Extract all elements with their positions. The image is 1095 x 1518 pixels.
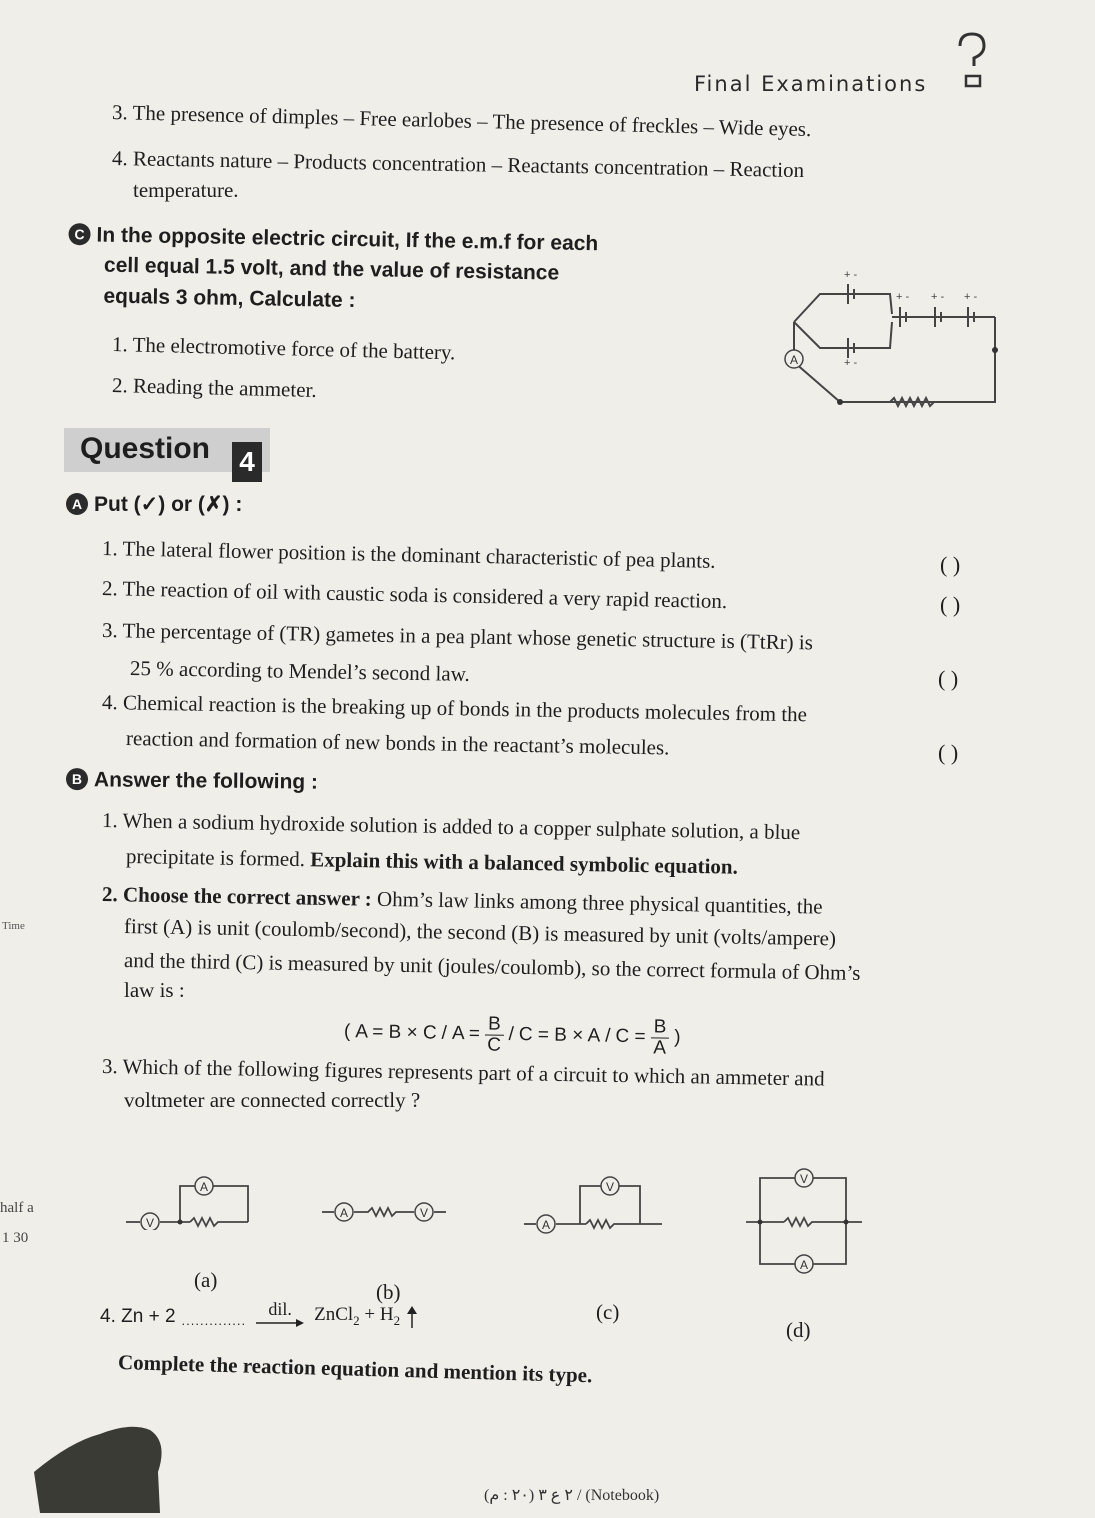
formula-open: ( [343, 1021, 351, 1043]
section-a-item-3-line2: 25 % according to Mendel’s second law. [129, 656, 470, 686]
formula-close: ) [674, 1027, 681, 1049]
question-4-instruction: Complete the reaction equation and mention its type. [117, 1350, 593, 1388]
section-b-q2-line3: and the third (C) is measured by unit (joules/coulomb), so the correct formula of Ohm’s [123, 948, 861, 985]
formula-option-2-fraction [485, 1014, 504, 1055]
formula-option-4-den: A [653, 1037, 667, 1059]
equation-arrow [256, 1300, 304, 1328]
figure-d-circuit [744, 1160, 869, 1285]
question-mark-icon [952, 30, 992, 95]
section-b-q3-line1: 3. Which of the following figures represents part of a circuit to which an ammeter and [101, 1054, 825, 1091]
ohm-formula-options [344, 1012, 681, 1059]
section-a-item-2: 2. The reaction of oil with caustic soda is considered a very rapid reaction. [101, 576, 728, 614]
section-a-item-1: 1. The lateral flower position is the dominant characteristic of pea plants. [101, 536, 716, 573]
equation-blank[interactable]: .............. [181, 1313, 247, 1328]
item-3-text: 3. The presence of dimples – Free earlobes – The presence of freckles – Wide eyes. [111, 100, 812, 142]
section-b-q2-line1 [102, 882, 823, 920]
figure-a-label: (a) [194, 1268, 218, 1292]
section-c-line2: cell equal 1.5 volt, and the value of resistance [103, 254, 560, 286]
gas-up-arrow-icon [406, 1306, 418, 1328]
margin-note-half: half a [0, 1200, 34, 1216]
section-b-q2-rest: Ohm’s law links among three physical quantities, the [376, 886, 823, 919]
formula-option-4-left: C = [615, 1026, 646, 1048]
decorative-leaf-shape [30, 1412, 180, 1518]
question-4-label: Question [80, 432, 211, 465]
answer-box-2[interactable]: ( ) [940, 592, 961, 617]
figure-d-voltmeter-label: V [799, 1172, 809, 1186]
answer-box-4[interactable]: ( ) [938, 740, 959, 765]
section-b-q1-plain: precipitate is formed. [125, 844, 311, 872]
figure-b-voltmeter-label: V [419, 1206, 429, 1220]
cell-sign-2: + - [844, 357, 858, 369]
page-header-title: Final Examinations [694, 72, 928, 96]
margin-note-time: Time [2, 920, 25, 932]
formula-option-2-den: C [487, 1034, 502, 1056]
section-b-q3-line2: voltmeter are connected correctly ? [124, 1088, 421, 1112]
margin-note-time-value: 1 30 [2, 1230, 29, 1246]
section-b-q2-line4: law is : [124, 978, 185, 1002]
section-b-title: Answer the following : [93, 768, 319, 794]
equation-condition: dil. [268, 1299, 292, 1319]
section-a-item-3-line1: 3. The percentage of (TR) gametes in a pea plant whose genetic structure is (TtRr) is [101, 618, 814, 655]
cell-sign-1: + - [844, 269, 858, 281]
formula-option-4-num: B [651, 1017, 670, 1038]
answer-box-3[interactable]: ( ) [938, 666, 959, 691]
formula-option-1: A = B × C [355, 1021, 437, 1045]
section-b-heading [66, 768, 318, 795]
answer-box-1[interactable]: ( ) [940, 552, 961, 577]
figure-d-label: (d) [786, 1318, 811, 1342]
question-4-heading [64, 428, 270, 477]
section-c-prompt [67, 220, 598, 321]
figure-c-label: (c) [596, 1300, 620, 1324]
formula-option-2-num: B [485, 1014, 504, 1035]
section-b-q1-bold: Explain this with a balanced symbolic equation. [310, 847, 739, 879]
zinc-reaction-equation [100, 1300, 418, 1328]
question-4-number: 4 [232, 442, 262, 482]
equation-product-subscript: 2 [353, 1312, 360, 1328]
figure-c-voltmeter-label: V [605, 1180, 615, 1194]
section-b-q1-line2 [126, 844, 738, 880]
equation-prefix: 4. Zn + 2 [100, 1306, 176, 1327]
section-c-marker: C [68, 223, 90, 245]
ammeter-label: A [789, 353, 799, 367]
item-4-text-line2: temperature. [133, 178, 239, 202]
section-c-line3: equals 3 ohm, Calculate : [103, 284, 356, 312]
reaction-arrow-icon [256, 1318, 304, 1328]
figure-a-circuit [120, 1150, 260, 1235]
section-c-question-2: 2. Reading the ammeter. [111, 373, 317, 402]
figure-a-ammeter-label: A [199, 1180, 209, 1194]
figure-c-ammeter-label: A [541, 1218, 551, 1232]
formula-sep-3: / [605, 1025, 611, 1048]
section-a-heading [66, 492, 242, 517]
formula-option-3: C = B × A [518, 1024, 601, 1047]
battery-circuit-diagram [780, 262, 1005, 417]
section-a-marker: A [66, 493, 88, 515]
equation-product [314, 1304, 400, 1328]
figure-b-ammeter-label: A [339, 1206, 349, 1220]
equation-hydrogen-subscript: 2 [393, 1312, 401, 1328]
section-b-marker: B [66, 768, 88, 790]
section-a-item-4-line1: 4. Chemical reaction is the breaking up of bonds in the products molecules from the [101, 690, 808, 727]
formula-sep-2: / [508, 1024, 515, 1046]
figure-a-voltmeter-label: V [145, 1216, 155, 1230]
footer-text: (٢٠ : م) ٢ ع ٣ / (Notebook) [484, 1487, 660, 1504]
figure-b-circuit [318, 1190, 448, 1235]
formula-sep-1: / [441, 1023, 448, 1045]
section-c-line1: In the opposite electric circuit, If the e.m.f for each [96, 223, 599, 256]
cell-sign-5: + - [964, 291, 978, 303]
figure-d-ammeter-label: A [799, 1258, 809, 1272]
formula-option-4-fraction [650, 1017, 669, 1058]
section-b-q1-line1: 1. When a sodium hydroxide solution is added to a copper sulphate solution, a blue [101, 808, 801, 845]
figure-b-label: (b) [376, 1280, 401, 1304]
section-b-q2-line2: first (A) is unit (coulomb/second), the second (B) is measured by unit (volts/ampere) [123, 914, 837, 951]
section-c-question-1: 1. The electromotive force of the battery. [111, 332, 456, 365]
formula-option-2-left: A = [451, 1023, 481, 1045]
cell-sign-3: + - [896, 291, 910, 303]
cell-sign-4: + - [931, 291, 945, 303]
equation-product-formula: ZnCl [314, 1303, 354, 1325]
section-a-title: Put (✓) or (✗) : [94, 493, 243, 516]
section-b-q2-bold: 2. Choose the correct answer : [101, 882, 378, 911]
section-a-item-4-line2: reaction and formation of new bonds in the reactant’s molecules. [125, 726, 670, 760]
item-4-text-line1: 4. Reactants nature – Products concentration – Reactants concentration – Reaction [111, 146, 805, 183]
equation-hydrogen: + H [364, 1303, 394, 1325]
figure-c-circuit [522, 1168, 667, 1243]
